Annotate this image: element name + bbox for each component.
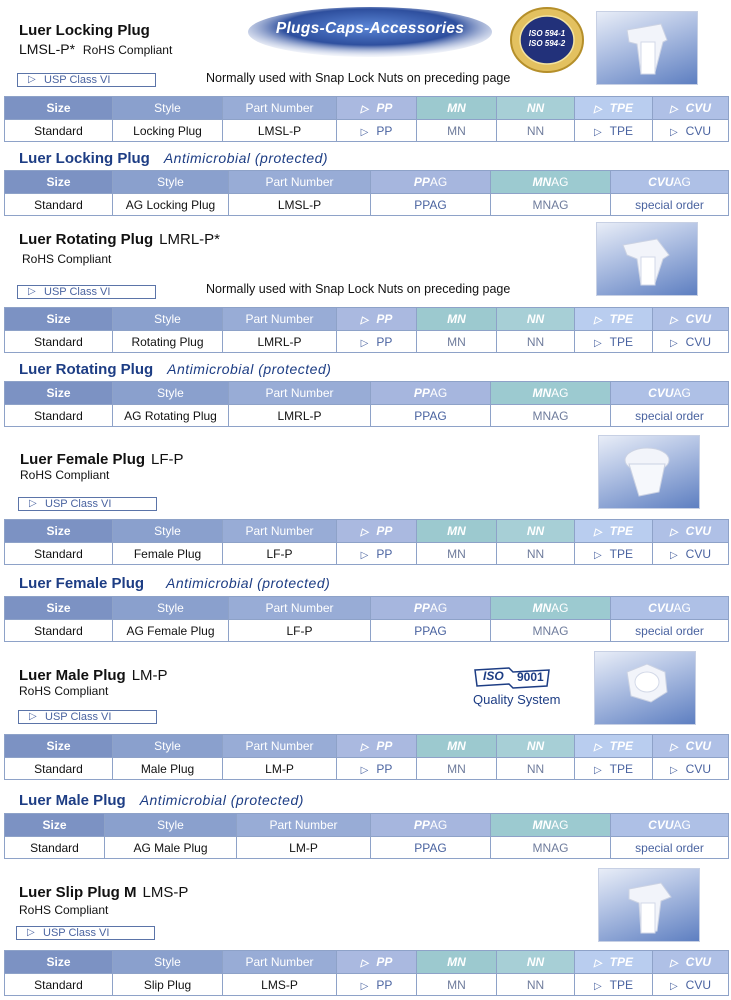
header-cvuag: CVUAG xyxy=(611,597,729,620)
header-size: Size xyxy=(5,171,113,194)
cell-cvu[interactable]: ▷ CVU xyxy=(653,120,729,142)
header-pp: ▷ PP xyxy=(337,735,417,758)
table-header-row xyxy=(5,97,729,120)
male-title: Luer Male Plug LM-P xyxy=(19,667,168,684)
cell-part: LF-P xyxy=(223,543,337,565)
header-part-number: Part Number xyxy=(223,520,337,543)
table-row xyxy=(5,620,729,642)
header-part-number: Part Number xyxy=(229,382,371,405)
table-header-row xyxy=(5,597,729,620)
cell-pp[interactable]: ▷ PP xyxy=(337,543,417,565)
female-code: LF-P xyxy=(151,451,184,468)
locking-table xyxy=(4,96,729,142)
header-nn: NN xyxy=(497,97,575,120)
male-usp-badge: ▷ USP Class VI xyxy=(18,710,157,724)
male-rohs: RoHS Compliant xyxy=(19,684,109,698)
table-row xyxy=(5,543,729,565)
cell-size: Standard xyxy=(5,974,113,996)
header-cvu: ▷ CVU xyxy=(653,308,729,331)
header-style: Style xyxy=(113,951,223,974)
cell-style: Male Plug xyxy=(113,758,223,780)
female-table xyxy=(4,519,729,565)
cell-mnag: MNAG xyxy=(491,405,611,427)
cell-style: Rotating Plug xyxy=(113,331,223,353)
cell-ppag: PPAG xyxy=(371,620,491,642)
header-cvuag: CVUAG xyxy=(611,382,729,405)
header-style: Style xyxy=(113,97,223,120)
cell-cvuag: special order xyxy=(611,405,729,427)
cell-mnag: MNAG xyxy=(491,194,611,216)
cell-style: AG Male Plug xyxy=(105,837,237,859)
header-tpe: ▷ TPE xyxy=(575,520,653,543)
cell-nn: NN xyxy=(497,120,575,142)
female-ag-title: Luer Female Plug Antimicrobial (protected) xyxy=(19,575,331,592)
header-style: Style xyxy=(113,382,229,405)
header-cvu: ▷ CVU xyxy=(653,520,729,543)
quality-system-label: Quality System xyxy=(473,692,561,707)
cell-mn: MN xyxy=(417,974,497,996)
cell-size: Standard xyxy=(5,620,113,642)
header-nn: NN xyxy=(497,951,575,974)
table-row xyxy=(5,331,729,353)
cell-cvu[interactable]: ▷ CVU xyxy=(653,331,729,353)
header-style: Style xyxy=(113,597,229,620)
cell-cvuag: special order xyxy=(611,620,729,642)
header-pp: ▷ PP xyxy=(337,951,417,974)
cell-part: LMS-P xyxy=(223,974,337,996)
cell-cvu[interactable]: ▷ CVU xyxy=(653,758,729,780)
rotating-ag-title: Luer Rotating Plug Antimicrobial (protected) xyxy=(19,361,332,378)
female-usp-badge: ▷ USP Class VI xyxy=(18,497,157,511)
rotating-plug-image xyxy=(596,222,698,296)
slip-plug-image xyxy=(598,868,700,942)
header-nn: NN xyxy=(497,735,575,758)
cell-cvu[interactable]: ▷ CVU xyxy=(653,543,729,565)
slip-code: LMS-P xyxy=(142,884,189,901)
table-row xyxy=(5,120,729,142)
page-banner xyxy=(246,6,494,58)
table-header-row xyxy=(5,382,729,405)
header-size: Size xyxy=(5,951,113,974)
slip-title: Luer Slip Plug M LMS-P xyxy=(19,884,189,901)
header-cvu: ▷ CVU xyxy=(653,97,729,120)
header-cvuag: CVUAG xyxy=(611,171,729,194)
iso-9001-badge xyxy=(471,666,571,716)
banner-title: Plugs-Caps-Accessories xyxy=(275,20,465,37)
header-pp: ▷ PP xyxy=(337,308,417,331)
header-mn: MN xyxy=(417,308,497,331)
cell-mnag: MNAG xyxy=(491,620,611,642)
rotating-usp-badge: ▷ USP Class VI xyxy=(17,285,156,299)
rotating-title: Luer Rotating Plug LMRL-P* xyxy=(19,231,221,248)
female-rohs: RoHS Compliant xyxy=(20,468,110,482)
header-size: Size xyxy=(5,97,113,120)
table-row xyxy=(5,194,729,216)
header-style: Style xyxy=(113,735,223,758)
cell-part: LF-P xyxy=(229,620,371,642)
header-mn: MN xyxy=(417,951,497,974)
cell-size: Standard xyxy=(5,331,113,353)
cell-part: LMSL-P xyxy=(223,120,337,142)
header-part-number: Part Number xyxy=(223,735,337,758)
header-tpe: ▷ TPE xyxy=(575,735,653,758)
header-part-number: Part Number xyxy=(223,951,337,974)
slip-rohs: RoHS Compliant xyxy=(19,903,109,917)
header-style: Style xyxy=(113,520,223,543)
iso-text: ISO xyxy=(483,669,504,683)
header-part-number: Part Number xyxy=(237,814,371,837)
cell-ppag: PPAG xyxy=(371,405,491,427)
table-row xyxy=(5,837,729,859)
slip-table xyxy=(4,950,729,996)
header-size: Size xyxy=(5,597,113,620)
table-row xyxy=(5,758,729,780)
header-size: Size xyxy=(5,382,113,405)
female-ag-table xyxy=(4,596,729,642)
header-mnag: MNAG xyxy=(491,171,611,194)
cell-part: LM-P xyxy=(223,758,337,780)
table-header-row xyxy=(5,171,729,194)
locking-snap-note: Normally used with Snap Lock Nuts on preceding page xyxy=(206,71,511,85)
header-part-number: Part Number xyxy=(223,308,337,331)
cell-style: AG Female Plug xyxy=(113,620,229,642)
cell-size: Standard xyxy=(5,837,105,859)
slip-usp-badge: ▷ USP Class VI xyxy=(16,926,155,940)
cell-tpe[interactable]: ▷ TPE xyxy=(575,331,653,353)
locking-plug-image xyxy=(596,11,698,85)
rotating-rohs: RoHS Compliant xyxy=(22,252,112,266)
cell-part: LMRL-P xyxy=(229,405,371,427)
header-mn: MN xyxy=(417,97,497,120)
cell-nn: NN xyxy=(497,974,575,996)
male-ag-title: Luer Male Plug Antimicrobial (protected) xyxy=(19,792,304,809)
header-ppag: PPAG xyxy=(371,597,491,620)
header-nn: NN xyxy=(497,308,575,331)
header-size: Size xyxy=(5,814,105,837)
cell-tpe[interactable]: ▷ TPE xyxy=(575,120,653,142)
rotating-code: LMRL-P* xyxy=(159,231,221,248)
cell-pp[interactable]: ▷ PP xyxy=(337,974,417,996)
header-cvu: ▷ CVU xyxy=(653,951,729,974)
male-table xyxy=(4,734,729,780)
cell-style: AG Locking Plug xyxy=(113,194,229,216)
rotating-ag-table xyxy=(4,381,729,427)
iso-number: 9001 xyxy=(517,670,544,684)
table-header-row xyxy=(5,520,729,543)
header-part-number: Part Number xyxy=(229,171,371,194)
rotating-table xyxy=(4,307,729,353)
locking-ag-table xyxy=(4,170,729,216)
table-header-row xyxy=(5,735,729,758)
cell-ppag: PPAG xyxy=(371,837,491,859)
cell-cvuag: special order xyxy=(611,837,729,859)
locking-subtitle xyxy=(19,41,172,57)
header-part-number: Part Number xyxy=(223,97,337,120)
header-mn: MN xyxy=(417,735,497,758)
cell-pp[interactable]: ▷ PP xyxy=(337,120,417,142)
header-size: Size xyxy=(5,308,113,331)
header-ppag: PPAG xyxy=(371,382,491,405)
cell-size: Standard xyxy=(5,543,113,565)
cell-tpe[interactable]: ▷ TPE xyxy=(575,974,653,996)
seal-line2: ISO 594-2 xyxy=(528,39,566,48)
table-row xyxy=(5,974,729,996)
male-ag-table xyxy=(4,813,729,859)
locking-code: LMSL-P* xyxy=(19,41,76,57)
header-style: Style xyxy=(113,171,229,194)
cell-style: Female Plug xyxy=(113,543,223,565)
locking-rohs: RoHS Compliant xyxy=(82,43,173,57)
header-nn: NN xyxy=(497,520,575,543)
cell-nn: NN xyxy=(497,543,575,565)
rotating-snap-note: Normally used with Snap Lock Nuts on preceding page xyxy=(206,282,511,296)
locking-usp-badge: ▷ USP Class VI xyxy=(17,73,156,87)
cell-part: LMSL-P xyxy=(229,194,371,216)
cell-style: AG Rotating Plug xyxy=(113,405,229,427)
cell-size: Standard xyxy=(5,405,113,427)
cell-nn: NN xyxy=(497,758,575,780)
cell-part: LMRL-P xyxy=(223,331,337,353)
locking-ag-title: Luer Locking Plug Antimicrobial (protected) xyxy=(19,150,329,167)
cell-mn: MN xyxy=(417,120,497,142)
header-tpe: ▷ TPE xyxy=(575,308,653,331)
header-size: Size xyxy=(5,735,113,758)
cell-part: LM-P xyxy=(237,837,371,859)
male-plug-image xyxy=(594,651,696,725)
header-ppag: PPAG xyxy=(371,171,491,194)
header-style: Style xyxy=(105,814,237,837)
seal-line1: ISO 594-1 xyxy=(528,29,566,38)
header-mnag: MNAG xyxy=(491,814,611,837)
cell-size: Standard xyxy=(5,758,113,780)
cell-tpe[interactable]: ▷ TPE xyxy=(575,758,653,780)
locking-title: Luer Locking Plug xyxy=(19,22,150,39)
header-ppag: PPAG xyxy=(371,814,491,837)
header-tpe: ▷ TPE xyxy=(575,951,653,974)
header-mn: MN xyxy=(417,520,497,543)
cell-pp[interactable]: ▷ PP xyxy=(337,331,417,353)
cell-cvuag: special order xyxy=(611,194,729,216)
header-cvuag: CVUAG xyxy=(611,814,729,837)
cell-style: Slip Plug xyxy=(113,974,223,996)
cell-size: Standard xyxy=(5,194,113,216)
cell-ppag: PPAG xyxy=(371,194,491,216)
female-title: Luer Female Plug LF-P xyxy=(20,451,184,468)
iso-seal xyxy=(509,6,585,74)
header-pp: ▷ PP xyxy=(337,520,417,543)
header-size: Size xyxy=(5,520,113,543)
cell-size: Standard xyxy=(5,120,113,142)
cell-mnag: MNAG xyxy=(491,837,611,859)
cell-tpe[interactable]: ▷ TPE xyxy=(575,543,653,565)
header-pp: ▷ PP xyxy=(337,97,417,120)
header-mnag: MNAG xyxy=(491,382,611,405)
cell-mn: MN xyxy=(417,543,497,565)
cell-mn: MN xyxy=(417,331,497,353)
header-tpe: ▷ TPE xyxy=(575,97,653,120)
header-cvu: ▷ CVU xyxy=(653,735,729,758)
cell-nn: NN xyxy=(497,331,575,353)
male-code: LM-P xyxy=(131,667,168,684)
table-header-row xyxy=(5,308,729,331)
table-row xyxy=(5,405,729,427)
table-header-row xyxy=(5,814,729,837)
cell-mn: MN xyxy=(417,758,497,780)
cell-cvu[interactable]: ▷ CVU xyxy=(653,974,729,996)
cell-pp[interactable]: ▷ PP xyxy=(337,758,417,780)
cell-style: Locking Plug xyxy=(113,120,223,142)
female-plug-image xyxy=(598,435,700,509)
header-part-number: Part Number xyxy=(229,597,371,620)
table-header-row xyxy=(5,951,729,974)
header-style: Style xyxy=(113,308,223,331)
header-mnag: MNAG xyxy=(491,597,611,620)
